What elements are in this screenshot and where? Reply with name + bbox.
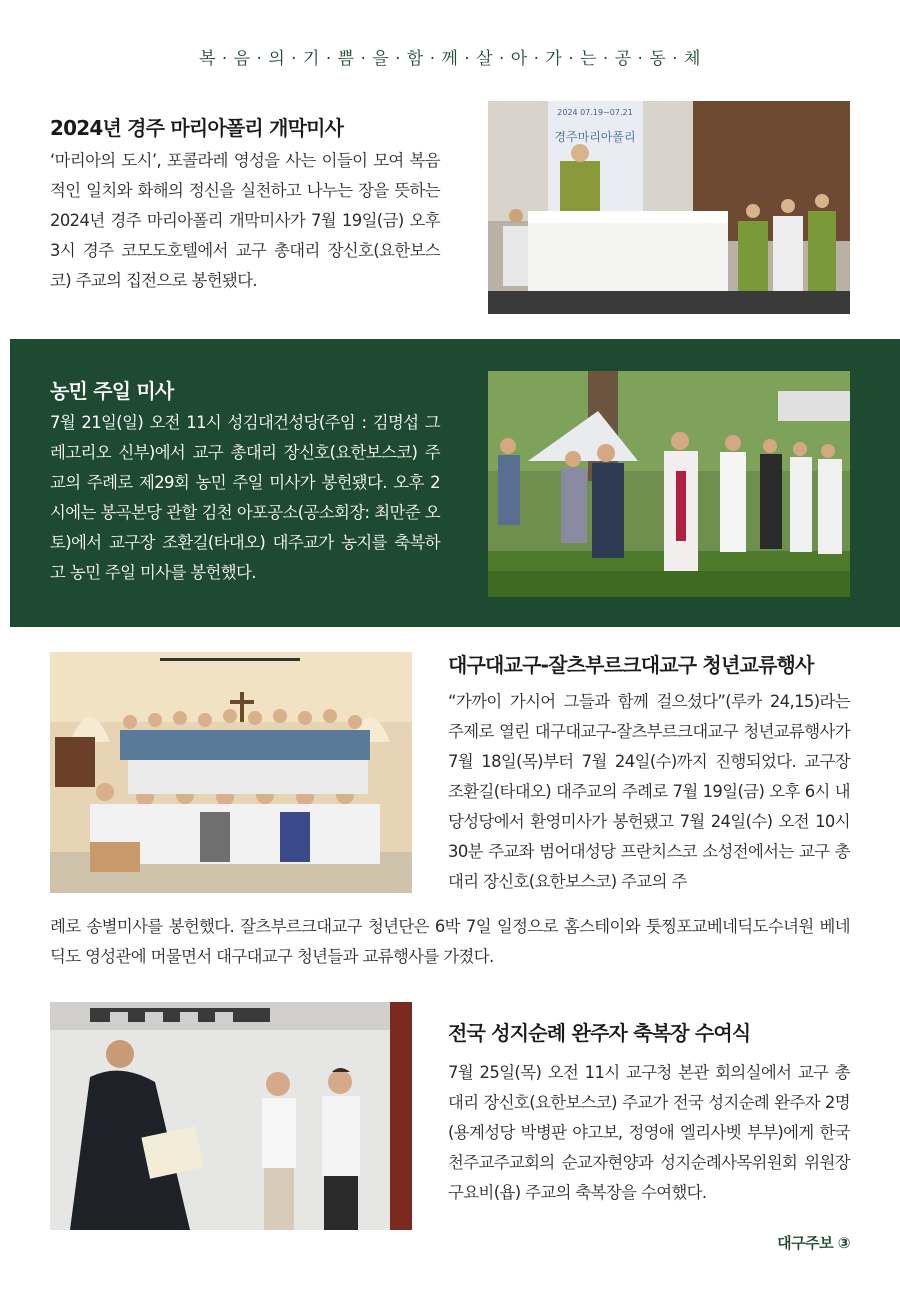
article-2-photo — [488, 371, 850, 597]
article-2-title: 농민 주일 미사 — [50, 379, 174, 403]
article-4-body: 7월 25일(목) 오전 11시 교구청 본관 회의실에서 교구 총대리 장신호(요한보스코) 주교가 전국 성지순례 완주자 2명(용계성당 박병판 야고보, 정영애 엘리사벳 부부)에게 한국천주교주교회의 순교자현양과 성지순례사목위원회 위원장 구요비(욥) 주교의 축복장을 수여했다. — [448, 1063, 850, 1202]
article-1-photo — [488, 101, 850, 314]
article-3-title: 대구대교구-잘츠부르크대교구 청년교류행사 — [448, 653, 814, 677]
featured-band — [10, 339, 900, 627]
page-footer: 대구주보 ③ — [777, 1234, 850, 1252]
article-1-body: ‘마리아의 도시’, 포콜라레 영성을 사는 이들이 모여 복음적인 일치와 화해의 정신을 실천하고 나누는 장을 뜻하는 2024년 경주 마리아폴리 개막미사가 7월 19일(금) 오후 3시 경주 코모도호텔에서 교구 총대리 장신호(요한보스코) 주교의 집전으로 봉헌됐다. — [50, 151, 440, 290]
article-3-photo — [50, 652, 412, 893]
article-3-body-side: “가까이 가시어 그들과 함께 걸으셨다”(루카 24,15)라는 주제로 열린 대구대교구-잘츠부르크대교구 청년교류행사가 7월 18일(목)부터 7월 24일(수)까지 진행되었다. 교구장 조환길(타대오) 대주교의 주례로 7월 19일(금) 오후 6시 내당성당에서 환영미사가 봉헌됐고 7월 24일(수) 오전 10시 30분 주교좌 범어대성당 프란치스코 소성전에서는 교구 총대리 장신호(요한보스코) 주교의 주 — [448, 692, 850, 891]
article-2-body: 7월 21일(일) 오전 11시 성김대건성당(주임 : 김명섭 그레고리오 신부)에서 교구 총대리 장신호(요한보스코) 주교의 주례로 제29회 농민 주일 미사가 봉헌됐다. 오후 2시에는 봉곡본당 관할 김천 아포공소(공소회장: 최만준 오토)에서 교구장 조환길(타대오) 대주교가 농지를 축복하고 농민 주일 미사를 봉헌했다. — [50, 413, 440, 582]
article-1-title: 2024년 경주 마리아폴리 개막미사 — [50, 116, 344, 140]
banner-date: 2024 07.19~07.21 — [557, 108, 633, 117]
article-4-photo — [50, 1002, 412, 1230]
motto-header: 복 · 음 · 의 · 기 · 쁨 · 을 · 함 · 께 · 살 · 아 · 가 · 는 · 공 · 동 · 체 — [199, 49, 701, 69]
article-4-title: 전국 성지순례 완주자 축복장 수여식 — [448, 1021, 751, 1045]
banner-text: 경주마리아폴리 — [554, 130, 636, 144]
article-3-body-full: 례로 송별미사를 봉헌했다. 잘츠부르크대교구 청년단은 6박 7일 일정으로 홈스테이와 툿찡포교베네딕도수녀원 베네딕도 영성관에 머물면서 대구대교구 청년들과 교류행사를 가졌다. — [50, 917, 850, 966]
